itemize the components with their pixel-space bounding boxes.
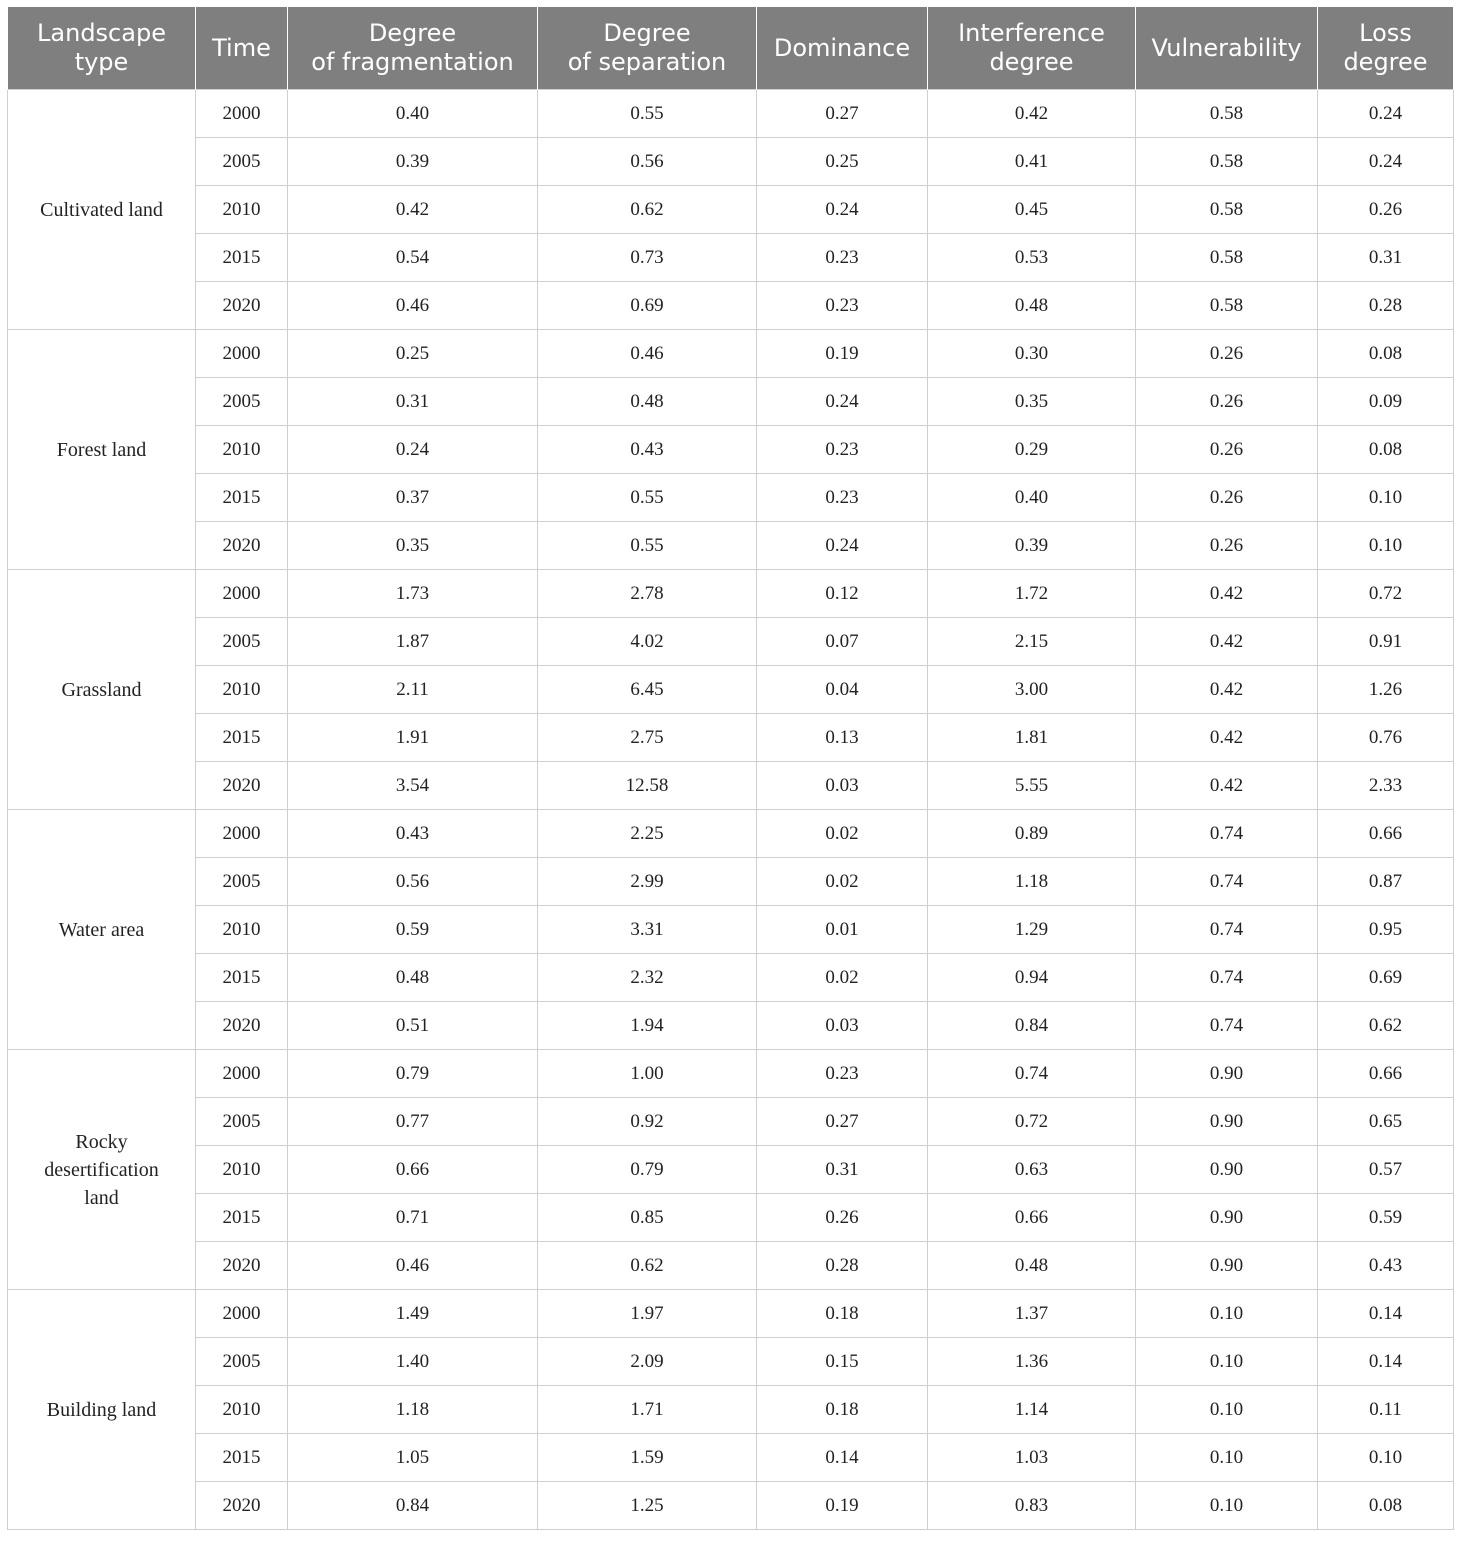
table-row [8, 1290, 1454, 1338]
dominance-cell: 0.19 [757, 330, 928, 378]
fragmentation-cell: 0.77 [288, 1098, 538, 1146]
dominance-cell: 0.23 [757, 282, 928, 330]
fragmentation-cell: 0.54 [288, 234, 538, 282]
vulnerability-cell: 0.90 [1136, 1146, 1318, 1194]
time-cell: 2010 [196, 186, 288, 234]
interference-cell: 0.48 [928, 1242, 1136, 1290]
loss-cell: 0.08 [1318, 1482, 1454, 1530]
interference-cell: 0.74 [928, 1050, 1136, 1098]
table-row [8, 90, 1454, 138]
table-row [8, 522, 1454, 570]
table-row [8, 1098, 1454, 1146]
fragmentation-cell: 0.46 [288, 1242, 538, 1290]
table-body [8, 90, 1454, 1530]
vulnerability-cell: 0.90 [1136, 1098, 1318, 1146]
vulnerability-cell: 0.42 [1136, 666, 1318, 714]
dominance-cell: 0.23 [757, 426, 928, 474]
table-row [8, 186, 1454, 234]
table-row [8, 138, 1454, 186]
fragmentation-cell: 0.43 [288, 810, 538, 858]
interference-cell: 0.35 [928, 378, 1136, 426]
vulnerability-cell: 0.10 [1136, 1482, 1318, 1530]
dominance-cell: 0.24 [757, 186, 928, 234]
loss-cell: 0.66 [1318, 1050, 1454, 1098]
interference-cell: 2.15 [928, 618, 1136, 666]
table-row [8, 954, 1454, 1002]
loss-cell: 0.69 [1318, 954, 1454, 1002]
time-cell: 2010 [196, 906, 288, 954]
loss-cell: 0.72 [1318, 570, 1454, 618]
separation-cell: 2.99 [538, 858, 757, 906]
loss-cell: 0.08 [1318, 426, 1454, 474]
landscape-type-cell: Forest land [8, 330, 196, 570]
header-vulnerability: Vulnerability [1136, 7, 1318, 90]
time-cell: 2015 [196, 234, 288, 282]
time-cell: 2000 [196, 570, 288, 618]
time-cell: 2015 [196, 474, 288, 522]
table-row [8, 378, 1454, 426]
vulnerability-cell: 0.58 [1136, 138, 1318, 186]
vulnerability-cell: 0.42 [1136, 570, 1318, 618]
table-row [8, 1482, 1454, 1530]
dominance-cell: 0.23 [757, 234, 928, 282]
landscape-type-cell: Building land [8, 1290, 196, 1530]
fragmentation-cell: 0.46 [288, 282, 538, 330]
vulnerability-cell: 0.26 [1136, 474, 1318, 522]
loss-cell: 0.43 [1318, 1242, 1454, 1290]
fragmentation-cell: 0.59 [288, 906, 538, 954]
header-interference: Interference degree [928, 7, 1136, 90]
time-cell: 2005 [196, 138, 288, 186]
interference-cell: 0.89 [928, 810, 1136, 858]
vulnerability-cell: 0.58 [1136, 90, 1318, 138]
loss-cell: 0.09 [1318, 378, 1454, 426]
header-dominance: Dominance [757, 7, 928, 90]
time-cell: 2000 [196, 1050, 288, 1098]
separation-cell: 0.92 [538, 1098, 757, 1146]
separation-cell: 0.55 [538, 474, 757, 522]
time-cell: 2000 [196, 810, 288, 858]
vulnerability-cell: 0.10 [1136, 1434, 1318, 1482]
time-cell: 2010 [196, 426, 288, 474]
interference-cell: 5.55 [928, 762, 1136, 810]
loss-cell: 0.26 [1318, 186, 1454, 234]
fragmentation-cell: 1.18 [288, 1386, 538, 1434]
loss-cell: 0.10 [1318, 474, 1454, 522]
interference-cell: 0.39 [928, 522, 1136, 570]
fragmentation-cell: 0.79 [288, 1050, 538, 1098]
table-row [8, 906, 1454, 954]
loss-cell: 0.11 [1318, 1386, 1454, 1434]
dominance-cell: 0.27 [757, 1098, 928, 1146]
separation-cell: 2.78 [538, 570, 757, 618]
separation-cell: 0.55 [538, 90, 757, 138]
vulnerability-cell: 0.74 [1136, 858, 1318, 906]
interference-cell: 1.29 [928, 906, 1136, 954]
landscape-type-cell: Water area [8, 810, 196, 1050]
fragmentation-cell: 0.31 [288, 378, 538, 426]
loss-cell: 0.28 [1318, 282, 1454, 330]
dominance-cell: 0.14 [757, 1434, 928, 1482]
time-cell: 2000 [196, 330, 288, 378]
fragmentation-cell: 0.42 [288, 186, 538, 234]
vulnerability-cell: 0.42 [1136, 762, 1318, 810]
table-row [8, 1434, 1454, 1482]
vulnerability-cell: 0.90 [1136, 1050, 1318, 1098]
separation-cell: 1.00 [538, 1050, 757, 1098]
time-cell: 2020 [196, 1482, 288, 1530]
loss-cell: 0.91 [1318, 618, 1454, 666]
vulnerability-cell: 0.26 [1136, 426, 1318, 474]
interference-cell: 0.41 [928, 138, 1136, 186]
separation-cell: 0.62 [538, 1242, 757, 1290]
dominance-cell: 0.02 [757, 858, 928, 906]
interference-cell: 0.40 [928, 474, 1136, 522]
fragmentation-cell: 0.56 [288, 858, 538, 906]
table-row [8, 618, 1454, 666]
table-row [8, 810, 1454, 858]
interference-cell: 1.37 [928, 1290, 1136, 1338]
interference-cell: 0.45 [928, 186, 1136, 234]
loss-cell: 0.24 [1318, 138, 1454, 186]
table-row [8, 1002, 1454, 1050]
dominance-cell: 0.28 [757, 1242, 928, 1290]
vulnerability-cell: 0.26 [1136, 522, 1318, 570]
fragmentation-cell: 0.24 [288, 426, 538, 474]
interference-cell: 0.53 [928, 234, 1136, 282]
interference-cell: 0.63 [928, 1146, 1136, 1194]
dominance-cell: 0.13 [757, 714, 928, 762]
interference-cell: 1.81 [928, 714, 1136, 762]
fragmentation-cell: 0.71 [288, 1194, 538, 1242]
dominance-cell: 0.27 [757, 90, 928, 138]
interference-cell: 0.84 [928, 1002, 1136, 1050]
dominance-cell: 0.23 [757, 1050, 928, 1098]
landscape-type-cell: Cultivated land [8, 90, 196, 330]
vulnerability-cell: 0.58 [1136, 186, 1318, 234]
fragmentation-cell: 1.05 [288, 1434, 538, 1482]
landscape-type-cell: Grassland [8, 570, 196, 810]
time-cell: 2015 [196, 714, 288, 762]
separation-cell: 0.43 [538, 426, 757, 474]
fragmentation-cell: 0.40 [288, 90, 538, 138]
time-cell: 2005 [196, 1098, 288, 1146]
loss-cell: 0.14 [1318, 1290, 1454, 1338]
interference-cell: 1.72 [928, 570, 1136, 618]
separation-cell: 0.48 [538, 378, 757, 426]
table-row [8, 1338, 1454, 1386]
fragmentation-cell: 0.35 [288, 522, 538, 570]
loss-cell: 0.08 [1318, 330, 1454, 378]
separation-cell: 0.55 [538, 522, 757, 570]
time-cell: 2010 [196, 666, 288, 714]
table-row [8, 1386, 1454, 1434]
loss-cell: 0.95 [1318, 906, 1454, 954]
table-row [8, 762, 1454, 810]
loss-cell: 0.87 [1318, 858, 1454, 906]
interference-cell: 1.18 [928, 858, 1136, 906]
fragmentation-cell: 2.11 [288, 666, 538, 714]
dominance-cell: 0.04 [757, 666, 928, 714]
separation-cell: 2.09 [538, 1338, 757, 1386]
vulnerability-cell: 0.58 [1136, 282, 1318, 330]
separation-cell: 12.58 [538, 762, 757, 810]
vulnerability-cell: 0.90 [1136, 1242, 1318, 1290]
fragmentation-cell: 0.37 [288, 474, 538, 522]
interference-cell: 0.83 [928, 1482, 1136, 1530]
loss-cell: 0.57 [1318, 1146, 1454, 1194]
vulnerability-cell: 0.10 [1136, 1290, 1318, 1338]
dominance-cell: 0.15 [757, 1338, 928, 1386]
header-time: Time [196, 7, 288, 90]
time-cell: 2015 [196, 1434, 288, 1482]
time-cell: 2010 [196, 1146, 288, 1194]
dominance-cell: 0.24 [757, 378, 928, 426]
interference-cell: 1.36 [928, 1338, 1136, 1386]
dominance-cell: 0.03 [757, 1002, 928, 1050]
separation-cell: 0.69 [538, 282, 757, 330]
table-row [8, 1194, 1454, 1242]
dominance-cell: 0.23 [757, 474, 928, 522]
interference-cell: 3.00 [928, 666, 1136, 714]
table-row [8, 426, 1454, 474]
fragmentation-cell: 1.87 [288, 618, 538, 666]
header-loss: Loss degree [1318, 7, 1454, 90]
fragmentation-cell: 0.39 [288, 138, 538, 186]
fragmentation-cell: 1.49 [288, 1290, 538, 1338]
dominance-cell: 0.07 [757, 618, 928, 666]
separation-cell: 0.46 [538, 330, 757, 378]
separation-cell: 3.31 [538, 906, 757, 954]
landscape-type-cell: Rocky desertification land [8, 1050, 196, 1290]
vulnerability-cell: 0.26 [1136, 378, 1318, 426]
time-cell: 2000 [196, 1290, 288, 1338]
interference-cell: 0.48 [928, 282, 1136, 330]
vulnerability-cell: 0.26 [1136, 330, 1318, 378]
separation-cell: 2.75 [538, 714, 757, 762]
vulnerability-cell: 0.74 [1136, 906, 1318, 954]
fragmentation-cell: 0.51 [288, 1002, 538, 1050]
interference-cell: 0.72 [928, 1098, 1136, 1146]
dominance-cell: 0.18 [757, 1290, 928, 1338]
fragmentation-cell: 0.25 [288, 330, 538, 378]
separation-cell: 0.62 [538, 186, 757, 234]
vulnerability-cell: 0.42 [1136, 618, 1318, 666]
table-row [8, 714, 1454, 762]
fragmentation-cell: 1.73 [288, 570, 538, 618]
dominance-cell: 0.24 [757, 522, 928, 570]
separation-cell: 4.02 [538, 618, 757, 666]
interference-cell: 0.29 [928, 426, 1136, 474]
dominance-cell: 0.12 [757, 570, 928, 618]
loss-cell: 1.26 [1318, 666, 1454, 714]
separation-cell: 1.71 [538, 1386, 757, 1434]
separation-cell: 2.32 [538, 954, 757, 1002]
header-fragmentation: Degree of fragmentation [288, 7, 538, 90]
table-row [8, 1146, 1454, 1194]
vulnerability-cell: 0.58 [1136, 234, 1318, 282]
dominance-cell: 0.03 [757, 762, 928, 810]
vulnerability-cell: 0.90 [1136, 1194, 1318, 1242]
interference-cell: 1.03 [928, 1434, 1136, 1482]
vulnerability-cell: 0.74 [1136, 1002, 1318, 1050]
interference-cell: 0.30 [928, 330, 1136, 378]
loss-cell: 0.62 [1318, 1002, 1454, 1050]
vulnerability-cell: 0.74 [1136, 954, 1318, 1002]
time-cell: 2005 [196, 618, 288, 666]
time-cell: 2005 [196, 378, 288, 426]
landscape-index-table [7, 7, 1454, 1530]
loss-cell: 0.76 [1318, 714, 1454, 762]
time-cell: 2015 [196, 954, 288, 1002]
time-cell: 2020 [196, 1242, 288, 1290]
vulnerability-cell: 0.74 [1136, 810, 1318, 858]
separation-cell: 6.45 [538, 666, 757, 714]
separation-cell: 1.94 [538, 1002, 757, 1050]
time-cell: 2000 [196, 90, 288, 138]
vulnerability-cell: 0.10 [1136, 1338, 1318, 1386]
fragmentation-cell: 3.54 [288, 762, 538, 810]
loss-cell: 2.33 [1318, 762, 1454, 810]
loss-cell: 0.10 [1318, 1434, 1454, 1482]
table-row [8, 474, 1454, 522]
interference-cell: 0.94 [928, 954, 1136, 1002]
table-row [8, 666, 1454, 714]
separation-cell: 0.85 [538, 1194, 757, 1242]
dominance-cell: 0.31 [757, 1146, 928, 1194]
loss-cell: 0.65 [1318, 1098, 1454, 1146]
dominance-cell: 0.02 [757, 810, 928, 858]
fragmentation-cell: 0.66 [288, 1146, 538, 1194]
dominance-cell: 0.18 [757, 1386, 928, 1434]
dominance-cell: 0.01 [757, 906, 928, 954]
dominance-cell: 0.26 [757, 1194, 928, 1242]
loss-cell: 0.66 [1318, 810, 1454, 858]
vulnerability-cell: 0.10 [1136, 1386, 1318, 1434]
table-row [8, 234, 1454, 282]
table-row [8, 1050, 1454, 1098]
time-cell: 2020 [196, 522, 288, 570]
table-row [8, 570, 1454, 618]
fragmentation-cell: 1.40 [288, 1338, 538, 1386]
loss-cell: 0.14 [1318, 1338, 1454, 1386]
header-row [8, 7, 1454, 90]
interference-cell: 1.14 [928, 1386, 1136, 1434]
vulnerability-cell: 0.42 [1136, 714, 1318, 762]
header-landscape-type: Landscape type [8, 7, 196, 90]
separation-cell: 0.79 [538, 1146, 757, 1194]
time-cell: 2005 [196, 1338, 288, 1386]
separation-cell: 0.56 [538, 138, 757, 186]
separation-cell: 1.25 [538, 1482, 757, 1530]
time-cell: 2015 [196, 1194, 288, 1242]
separation-cell: 1.59 [538, 1434, 757, 1482]
loss-cell: 0.59 [1318, 1194, 1454, 1242]
loss-cell: 0.24 [1318, 90, 1454, 138]
time-cell: 2005 [196, 858, 288, 906]
interference-cell: 0.66 [928, 1194, 1136, 1242]
dominance-cell: 0.25 [757, 138, 928, 186]
fragmentation-cell: 1.91 [288, 714, 538, 762]
table-row [8, 282, 1454, 330]
separation-cell: 1.97 [538, 1290, 757, 1338]
separation-cell: 0.73 [538, 234, 757, 282]
time-cell: 2020 [196, 282, 288, 330]
time-cell: 2020 [196, 1002, 288, 1050]
fragmentation-cell: 0.48 [288, 954, 538, 1002]
dominance-cell: 0.19 [757, 1482, 928, 1530]
dominance-cell: 0.02 [757, 954, 928, 1002]
separation-cell: 2.25 [538, 810, 757, 858]
table-row [8, 858, 1454, 906]
time-cell: 2020 [196, 762, 288, 810]
fragmentation-cell: 0.84 [288, 1482, 538, 1530]
loss-cell: 0.31 [1318, 234, 1454, 282]
table-row [8, 1242, 1454, 1290]
loss-cell: 0.10 [1318, 522, 1454, 570]
table-row [8, 330, 1454, 378]
header-separation: Degree of separation [538, 7, 757, 90]
interference-cell: 0.42 [928, 90, 1136, 138]
time-cell: 2010 [196, 1386, 288, 1434]
